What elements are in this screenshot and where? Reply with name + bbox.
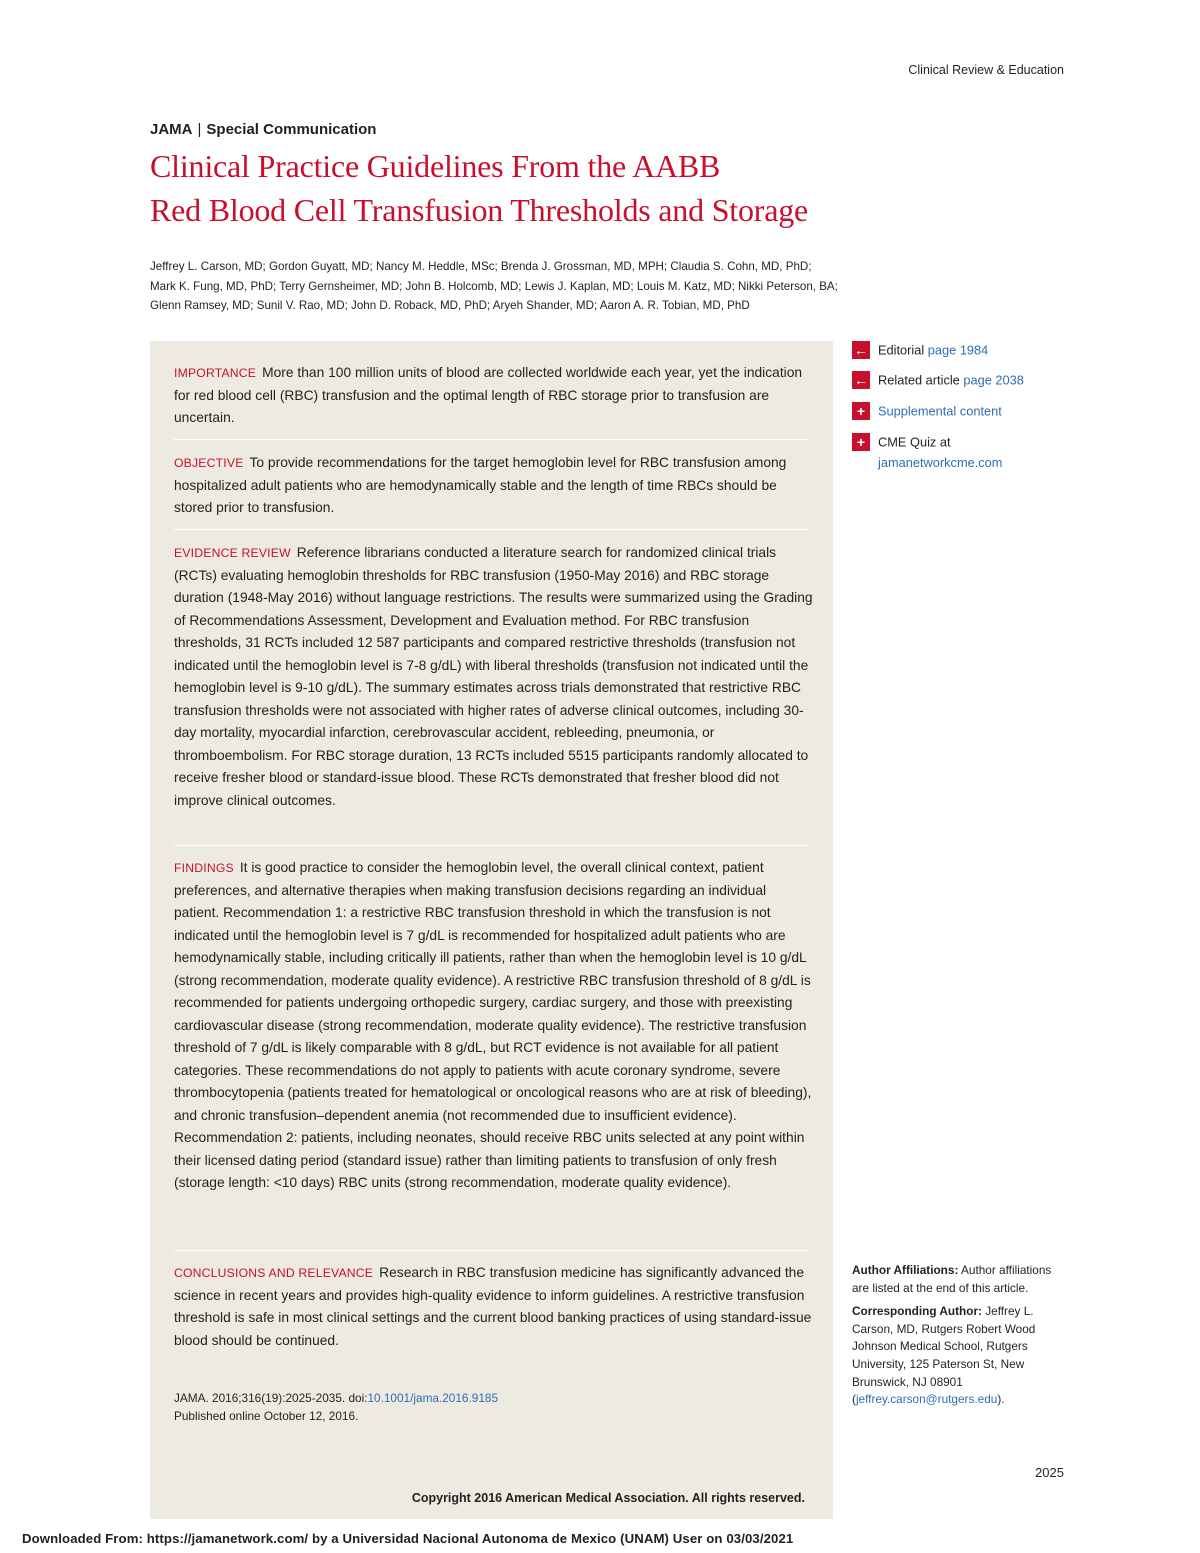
supplemental-content-link[interactable] bbox=[852, 402, 1002, 420]
arrow-left-icon: ← bbox=[854, 372, 868, 388]
author-line: Jeffrey L. Carson, MD; Gordon Guyatt, MD; Nancy M. Heddle, MSc; Brenda J. Grossman, MD, MPH; Claudia S. Cohn, MD, PhD; bbox=[150, 260, 812, 273]
article-title-line-1: Clinical Practice Guidelines From the AABB bbox=[150, 148, 721, 184]
plus-icon: + bbox=[852, 433, 870, 451]
section-heading: CONCLUSIONS AND RELEVANCE bbox=[174, 1266, 374, 1280]
link-label: CME Quiz at bbox=[878, 434, 951, 450]
section-heading: FINDINGS bbox=[174, 861, 234, 875]
affiliations-heading: Author Affiliations: bbox=[852, 1263, 959, 1277]
citation bbox=[174, 1389, 498, 1425]
divider bbox=[174, 529, 808, 530]
journal-separator: | bbox=[197, 121, 202, 138]
article-type: Special Communication bbox=[206, 121, 377, 138]
corresponding-heading: Corresponding Author: bbox=[852, 1304, 982, 1319]
copyright-notice: Copyright 2016 American Medical Association. All rights reserved. bbox=[411, 1491, 805, 1505]
journal-line bbox=[150, 121, 376, 138]
link-label[interactable]: Supplemental content bbox=[878, 403, 1002, 419]
section-text: It is good practice to consider the hemoglobin level, the overall clinical context, patient preferences, and alternative therapies when making transfusion decisions regarding an individual patient. Recommendation 1: a restrictive RBC transfusion threshold in which the transfusion is not indicated until the hemoglobin level is 7 g/dL is recommended for hospitalized adult patients who are hemodynamically stable, including critically ill patients, rather than when the hemoglobin level is 10 g/dL (strong recommendation, moderate quality evidence). A restrictive RBC transfusion threshold of 8 g/dL is recommended for patients undergoing orthopedic surgery, cardiac surgery, and those with preexisting cardiovascular disease (strong recommendation, moderate quality evidence). The restrictive transfusion threshold of 7 g/dL is likely comparable with 8 g/dL, but RCT evidence is not available for all patient categories. These recommendations do not apply to patients with acute coronary syndrome, severe thrombocytopenia (patients treated for hematological or oncological reasons who are at risk of bleeding), and chronic transfusion–dependent anemia (not recommended due to insufficient evidence). Recommendation 2: patients, including neonates, should receive RBC units selected at any point within their licensed dating period (standard issue) rather than limiting patients to transfusion of only fresh (storage length: <10 days) RBC units (strong recommendation, moderate quality evidence). bbox=[174, 860, 812, 1190]
link-target[interactable]: page 2038 bbox=[963, 372, 1024, 388]
section-label: Clinical Review & Education bbox=[908, 63, 1064, 77]
abstract-importance bbox=[174, 362, 814, 430]
corresponding-email-link[interactable]: jeffrey.carson@rutgers.edu bbox=[855, 1392, 998, 1407]
divider bbox=[174, 439, 808, 440]
plus-icon: + bbox=[852, 402, 870, 420]
section-heading: OBJECTIVE bbox=[174, 456, 244, 470]
abstract-objective bbox=[174, 452, 814, 520]
author-affiliations: Author Affiliations: Author affiliations are listed at the end of this article. Corresponding Author: Jeffrey L. Carson, MD, Rutgers Robert Wood Johnson Medical School, Rutgers University, 125 Paterson St, New Brunswick, NJ 08901 (jeffrey.carson@rutgers.edu). bbox=[852, 1263, 1052, 1407]
corresponding-text: Jeffrey L. Carson, MD, Rutgers Robert Wood Johnson Medical School, Rutgers University, 125 Paterson St, New Brunswick, NJ 08901 bbox=[852, 1304, 1036, 1389]
citation-prefix: JAMA. 2016;316(19):2025-2035. doi: bbox=[174, 1391, 368, 1405]
author-line: Glenn Ramsey, MD; Sunil V. Rao, MD; John D. Roback, MD, PhD; Aryeh Shander, MD; Aaron A. R. Tobian, MD, PhD bbox=[150, 299, 750, 313]
cme-url-link[interactable]: jamanetworkcme.com bbox=[878, 455, 1003, 470]
section-text: Research in RBC transfusion medicine has significantly advanced the science in recent years and provides high-quality evidence to inform guidelines. A restrictive transfusion threshold is safe in most clinical settings and the current blood banking practices of using standard-issue blood should be continued. bbox=[174, 1265, 812, 1348]
abstract-findings bbox=[174, 857, 814, 1195]
doi-link[interactable]: 10.1001/jama.2016.9185 bbox=[367, 1391, 499, 1405]
link-label: Related article bbox=[878, 372, 960, 388]
download-notice: Downloaded From: https://jamanetwork.com/ by a Universidad Nacional Autonoma de Mexico (UNAM) User on 03/03/2021 bbox=[22, 1531, 794, 1546]
arrow-left-icon: ← bbox=[854, 342, 868, 358]
related-article-link[interactable] bbox=[852, 371, 1024, 389]
divider bbox=[174, 845, 808, 846]
page-number: 2025 bbox=[1035, 1465, 1064, 1480]
article-title-line-2: Red Blood Cell Transfusion Thresholds and Storage bbox=[150, 192, 809, 228]
published-date: Published online October 12, 2016. bbox=[174, 1409, 359, 1423]
cme-quiz-link[interactable] bbox=[852, 433, 951, 451]
author-line: Mark K. Fung, MD, PhD; Terry Gernsheimer, MD; John B. Holcomb, MD; Lewis J. Kaplan, MD; Louis M. Katz, MD; Nikki Peterson, BA; bbox=[150, 279, 838, 293]
author-list bbox=[150, 257, 950, 316]
abstract-evidence-review bbox=[174, 542, 814, 812]
section-text: More than 100 million units of blood are collected worldwide each year, yet the indication for red blood cell (RBC) transfusion and the optimal length of RBC storage prior to transfusion are uncertain. bbox=[174, 365, 803, 425]
divider bbox=[174, 1250, 808, 1251]
affiliations-text: Author affiliations are listed at the end of this article. bbox=[852, 1263, 1052, 1295]
abstract-box bbox=[150, 341, 833, 1519]
section-text: To provide recommendations for the target hemoglobin level for RBC transfusion among hospitalized adult patients who are hemodynamically stable and the length of time RBCs should be stored prior to transfusion. bbox=[174, 455, 787, 515]
link-target[interactable]: page 1984 bbox=[927, 342, 989, 358]
abstract-conclusions bbox=[174, 1262, 814, 1352]
section-heading: EVIDENCE REVIEW bbox=[174, 546, 291, 560]
section-text: Reference librarians conducted a literature search for randomized clinical trials (RCTs) evaluating hemoglobin thresholds for RBC transfusion (1950-May 2016) and RBC storage duration (1948-May 2016) without language restrictions. The results were summarized using the Grading of Recommendations Assessment, Development and Evaluation method. For RBC transfusion thresholds, 31 RCTs included 12 587 participants and compared restrictive thresholds (transfusion not indicated until the hemoglobin level is 7-8 g/dL) with liberal thresholds (transfusion not indicated until the hemoglobin level is 9-10 g/dL). The summary estimates across trials demonstrated that restrictive RBC transfusion thresholds were not associated with higher rates of adverse clinical outcomes, including 30-day mortality, myocardial infarction, cerebrovascular accident, rebleeding, pneumonia, or thromboembolism. For RBC storage duration, 13 RCTs included 5515 participants randomly allocated to receive fresher blood or standard-issue blood. These RCTs demonstrated that fresher blood did not improve clinical outcomes. bbox=[174, 545, 813, 808]
section-heading: IMPORTANCE bbox=[174, 366, 257, 380]
link-label: Editorial bbox=[878, 342, 925, 358]
journal-name: JAMA bbox=[150, 121, 193, 138]
editorial-link[interactable] bbox=[852, 341, 988, 359]
